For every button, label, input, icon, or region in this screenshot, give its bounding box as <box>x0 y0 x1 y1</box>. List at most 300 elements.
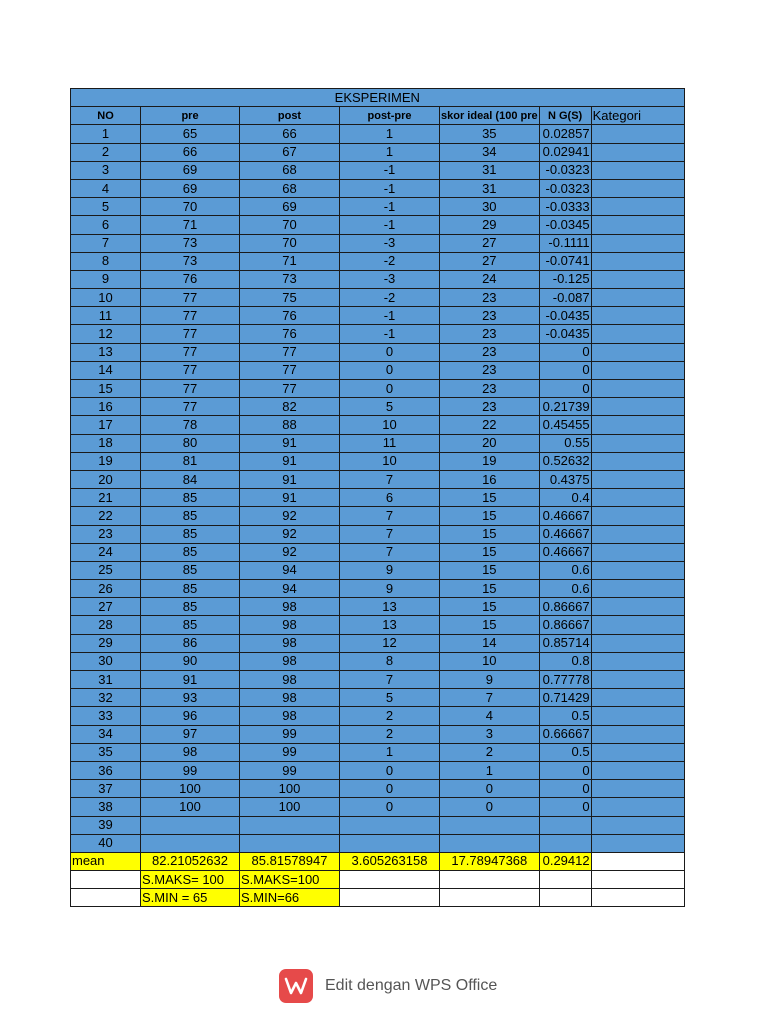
smaks-post: S.MAKS=100 <box>240 871 340 889</box>
cell-no: 27 <box>71 598 141 616</box>
cell-post: 91 <box>240 489 340 507</box>
cell-kategori <box>591 416 684 434</box>
cell-post-pre: 0 <box>340 780 440 798</box>
header-post-pre: post-pre <box>340 107 440 125</box>
cell-skor-ideal: 15 <box>440 525 540 543</box>
cell-pre: 77 <box>141 343 240 361</box>
table-row <box>71 707 685 725</box>
mean-row <box>71 852 685 870</box>
cell-post: 76 <box>240 325 340 343</box>
mean-label: mean <box>71 852 141 870</box>
cell-skor-ideal: 10 <box>440 652 540 670</box>
cell-post: 100 <box>240 798 340 816</box>
cell-no: 13 <box>71 343 141 361</box>
cell-post-pre: -1 <box>340 179 440 197</box>
header-pre: pre <box>141 107 240 125</box>
cell-ngs: -0.0323 <box>539 161 591 179</box>
cell-kategori <box>591 561 684 579</box>
cell-no: 12 <box>71 325 141 343</box>
cell-skor-ideal: 31 <box>440 161 540 179</box>
cell-ngs: -0.0345 <box>539 216 591 234</box>
cell-ngs: 0.46667 <box>539 525 591 543</box>
cell-post: 71 <box>240 252 340 270</box>
table-row <box>71 307 685 325</box>
title-row <box>71 89 685 107</box>
cell-kategori <box>591 634 684 652</box>
cell-no: 29 <box>71 634 141 652</box>
cell-kategori <box>591 452 684 470</box>
mean-pre: 82.21052632 <box>141 852 240 870</box>
table-row <box>71 161 685 179</box>
cell-skor-ideal: 9 <box>440 671 540 689</box>
cell-no: 25 <box>71 561 141 579</box>
cell-skor-ideal: 7 <box>440 689 540 707</box>
cell-post-pre: -1 <box>340 198 440 216</box>
mean-post-pre: 3.605263158 <box>340 852 440 870</box>
cell-kategori <box>591 598 684 616</box>
cell-kategori <box>591 580 684 598</box>
cell-pre: 77 <box>141 380 240 398</box>
cell-no: 26 <box>71 580 141 598</box>
cell-kategori <box>591 161 684 179</box>
cell-skor-ideal: 15 <box>440 507 540 525</box>
cell-skor-ideal: 1 <box>440 761 540 779</box>
cell-post-pre: 7 <box>340 525 440 543</box>
cell-post-pre: 9 <box>340 561 440 579</box>
cell-pre: 85 <box>141 561 240 579</box>
cell-pre <box>141 834 240 852</box>
cell-post-pre: -1 <box>340 325 440 343</box>
cell-post: 75 <box>240 289 340 307</box>
table-row <box>71 270 685 288</box>
cell-kategori <box>591 470 684 488</box>
cell-post-pre: -1 <box>340 216 440 234</box>
cell-pre: 85 <box>141 507 240 525</box>
cell-ngs: 0 <box>539 761 591 779</box>
cell-kategori <box>591 834 684 852</box>
cell-ngs: 0.4375 <box>539 470 591 488</box>
cell-post: 99 <box>240 725 340 743</box>
cell-post-pre: 11 <box>340 434 440 452</box>
cell-ngs: 0.86667 <box>539 598 591 616</box>
cell-post-pre: 5 <box>340 689 440 707</box>
cell-kategori <box>591 543 684 561</box>
cell-post: 92 <box>240 525 340 543</box>
cell-post <box>240 816 340 834</box>
cell-skor-ideal: 0 <box>440 780 540 798</box>
cell-ngs: 0.46667 <box>539 543 591 561</box>
cell-post-pre <box>340 816 440 834</box>
cell-no: 16 <box>71 398 141 416</box>
cell-post-pre: 5 <box>340 398 440 416</box>
cell-pre: 85 <box>141 489 240 507</box>
cell-post: 73 <box>240 270 340 288</box>
cell-ngs: 0 <box>539 361 591 379</box>
table-row <box>71 380 685 398</box>
table-row <box>71 125 685 143</box>
cell-skor-ideal: 0 <box>440 798 540 816</box>
cell-pre: 85 <box>141 525 240 543</box>
cell-skor-ideal: 15 <box>440 561 540 579</box>
cell-kategori <box>591 179 684 197</box>
cell-ngs: 0.55 <box>539 434 591 452</box>
cell-pre: 85 <box>141 543 240 561</box>
cell-pre: 77 <box>141 325 240 343</box>
cell-pre: 78 <box>141 416 240 434</box>
cell-no: 7 <box>71 234 141 252</box>
cell-ngs: -0.087 <box>539 289 591 307</box>
cell-ngs: -0.1111 <box>539 234 591 252</box>
cell-pre: 77 <box>141 361 240 379</box>
table-row <box>71 343 685 361</box>
cell-pre: 91 <box>141 671 240 689</box>
cell-no: 24 <box>71 543 141 561</box>
table-row <box>71 689 685 707</box>
smin-kategori <box>591 889 684 907</box>
cell-skor-ideal: 27 <box>440 252 540 270</box>
cell-pre: 77 <box>141 307 240 325</box>
cell-no: 30 <box>71 652 141 670</box>
cell-no: 37 <box>71 780 141 798</box>
cell-no: 15 <box>71 380 141 398</box>
cell-skor-ideal: 4 <box>440 707 540 725</box>
cell-kategori <box>591 198 684 216</box>
table-row <box>71 507 685 525</box>
cell-pre: 69 <box>141 179 240 197</box>
table-row <box>71 671 685 689</box>
smaks-pre: S.MAKS= 100 <box>141 871 240 889</box>
cell-post-pre: 0 <box>340 343 440 361</box>
cell-no: 14 <box>71 361 141 379</box>
smin-skor-ideal <box>440 889 540 907</box>
cell-kategori <box>591 652 684 670</box>
cell-skor-ideal <box>440 816 540 834</box>
cell-no: 31 <box>71 671 141 689</box>
cell-post-pre: 10 <box>340 452 440 470</box>
cell-no: 39 <box>71 816 141 834</box>
cell-post: 82 <box>240 398 340 416</box>
cell-skor-ideal: 23 <box>440 361 540 379</box>
cell-kategori <box>591 434 684 452</box>
cell-ngs: 0.46667 <box>539 507 591 525</box>
cell-kategori <box>591 689 684 707</box>
cell-kategori <box>591 361 684 379</box>
cell-ngs: 0.6 <box>539 561 591 579</box>
cell-post-pre: 9 <box>340 580 440 598</box>
cell-ngs: 0 <box>539 343 591 361</box>
cell-kategori <box>591 725 684 743</box>
cell-kategori <box>591 489 684 507</box>
cell-ngs: 0.02941 <box>539 143 591 161</box>
cell-post-pre: 10 <box>340 416 440 434</box>
cell-post <box>240 834 340 852</box>
cell-no: 33 <box>71 707 141 725</box>
table-row <box>71 780 685 798</box>
cell-skor-ideal: 31 <box>440 179 540 197</box>
cell-pre: 77 <box>141 398 240 416</box>
cell-pre: 85 <box>141 580 240 598</box>
table-row <box>71 470 685 488</box>
cell-pre: 90 <box>141 652 240 670</box>
table-row <box>71 616 685 634</box>
table-row <box>71 580 685 598</box>
cell-post: 98 <box>240 707 340 725</box>
cell-no: 34 <box>71 725 141 743</box>
cell-post: 91 <box>240 452 340 470</box>
cell-post: 98 <box>240 671 340 689</box>
smin-pre: S.MIN = 65 <box>141 889 240 907</box>
cell-post-pre: 8 <box>340 652 440 670</box>
cell-kategori <box>591 125 684 143</box>
smin-post-pre <box>340 889 440 907</box>
cell-no: 8 <box>71 252 141 270</box>
cell-no: 28 <box>71 616 141 634</box>
cell-skor-ideal: 20 <box>440 434 540 452</box>
cell-post-pre: 2 <box>340 725 440 743</box>
cell-skor-ideal: 3 <box>440 725 540 743</box>
cell-skor-ideal: 19 <box>440 452 540 470</box>
cell-ngs: -0.0323 <box>539 179 591 197</box>
table-row <box>71 434 685 452</box>
table-row <box>71 834 685 852</box>
cell-pre <box>141 816 240 834</box>
cell-post-pre: 13 <box>340 598 440 616</box>
cell-kategori <box>591 270 684 288</box>
smaks-post-pre <box>340 871 440 889</box>
cell-skor-ideal: 23 <box>440 398 540 416</box>
cell-no: 10 <box>71 289 141 307</box>
cell-skor-ideal: 16 <box>440 470 540 488</box>
cell-no: 23 <box>71 525 141 543</box>
cell-pre: 73 <box>141 234 240 252</box>
cell-post: 94 <box>240 561 340 579</box>
cell-ngs: -0.0435 <box>539 307 591 325</box>
table-row <box>71 761 685 779</box>
table-row <box>71 798 685 816</box>
cell-ngs: 0.5 <box>539 707 591 725</box>
cell-post: 68 <box>240 161 340 179</box>
cell-no: 19 <box>71 452 141 470</box>
cell-no: 18 <box>71 434 141 452</box>
header-skor-ideal: skor ideal (100 pre <box>440 107 540 125</box>
cell-pre: 86 <box>141 634 240 652</box>
cell-skor-ideal: 15 <box>440 598 540 616</box>
cell-no: 11 <box>71 307 141 325</box>
cell-kategori <box>591 761 684 779</box>
cell-skor-ideal: 29 <box>440 216 540 234</box>
cell-post-pre: 12 <box>340 634 440 652</box>
cell-post: 98 <box>240 634 340 652</box>
table-row <box>71 816 685 834</box>
header-row <box>71 107 685 125</box>
cell-post-pre: 1 <box>340 125 440 143</box>
table-row <box>71 543 685 561</box>
cell-pre: 77 <box>141 289 240 307</box>
table-row <box>71 743 685 761</box>
cell-no: 32 <box>71 689 141 707</box>
cell-kategori <box>591 707 684 725</box>
table-row <box>71 416 685 434</box>
cell-kategori <box>591 143 684 161</box>
cell-ngs: 0.6 <box>539 580 591 598</box>
smin-ngs <box>539 889 591 907</box>
cell-skor-ideal: 23 <box>440 380 540 398</box>
eksperimen-table <box>70 88 685 907</box>
cell-kategori <box>591 798 684 816</box>
cell-pre: 81 <box>141 452 240 470</box>
cell-post-pre: 0 <box>340 761 440 779</box>
cell-post-pre <box>340 834 440 852</box>
cell-pre: 71 <box>141 216 240 234</box>
wps-office-logo-icon <box>279 969 313 1003</box>
cell-skor-ideal: 23 <box>440 325 540 343</box>
table-row <box>71 634 685 652</box>
cell-pre: 99 <box>141 761 240 779</box>
cell-pre: 100 <box>141 798 240 816</box>
cell-post-pre: 1 <box>340 743 440 761</box>
cell-no: 4 <box>71 179 141 197</box>
cell-kategori <box>591 380 684 398</box>
cell-kategori <box>591 507 684 525</box>
cell-ngs: 0.45455 <box>539 416 591 434</box>
cell-post-pre: -2 <box>340 252 440 270</box>
cell-no: 9 <box>71 270 141 288</box>
cell-pre: 69 <box>141 161 240 179</box>
cell-ngs: 0.77778 <box>539 671 591 689</box>
cell-skor-ideal: 34 <box>440 143 540 161</box>
cell-post-pre: 7 <box>340 507 440 525</box>
table-row <box>71 652 685 670</box>
cell-post-pre: 0 <box>340 361 440 379</box>
cell-kategori <box>591 343 684 361</box>
cell-pre: 66 <box>141 143 240 161</box>
mean-ngs: 0.29412 <box>539 852 591 870</box>
wps-footer[interactable] <box>279 969 497 1003</box>
cell-no: 20 <box>71 470 141 488</box>
header-post: post <box>240 107 340 125</box>
cell-no: 35 <box>71 743 141 761</box>
smin-post: S.MIN=66 <box>240 889 340 907</box>
cell-ngs: -0.0741 <box>539 252 591 270</box>
cell-post-pre: 1 <box>340 143 440 161</box>
header-kategori: Kategori <box>591 107 684 125</box>
table-row <box>71 198 685 216</box>
cell-ngs: 0 <box>539 380 591 398</box>
cell-kategori <box>591 252 684 270</box>
cell-post-pre: -2 <box>340 289 440 307</box>
cell-ngs: 0.8 <box>539 652 591 670</box>
table-row <box>71 325 685 343</box>
cell-kategori <box>591 289 684 307</box>
cell-pre: 93 <box>141 689 240 707</box>
cell-no: 3 <box>71 161 141 179</box>
cell-ngs: 0.71429 <box>539 689 591 707</box>
table-row <box>71 216 685 234</box>
cell-ngs: 0.5 <box>539 743 591 761</box>
header-no: NO <box>71 107 141 125</box>
cell-ngs: 0.21739 <box>539 398 591 416</box>
cell-no: 38 <box>71 798 141 816</box>
cell-post: 68 <box>240 179 340 197</box>
cell-kategori <box>591 398 684 416</box>
cell-no: 22 <box>71 507 141 525</box>
cell-no: 40 <box>71 834 141 852</box>
cell-post: 76 <box>240 307 340 325</box>
cell-post: 66 <box>240 125 340 143</box>
cell-ngs: -0.0333 <box>539 198 591 216</box>
footer-text: Edit dengan WPS Office <box>325 977 498 994</box>
cell-skor-ideal: 15 <box>440 616 540 634</box>
cell-post-pre: 2 <box>340 707 440 725</box>
cell-skor-ideal: 22 <box>440 416 540 434</box>
cell-post-pre: -3 <box>340 270 440 288</box>
cell-skor-ideal: 15 <box>440 543 540 561</box>
cell-ngs <box>539 834 591 852</box>
cell-ngs: 0.66667 <box>539 725 591 743</box>
table-row <box>71 398 685 416</box>
cell-skor-ideal: 15 <box>440 580 540 598</box>
cell-post: 99 <box>240 743 340 761</box>
smaks-skor-ideal <box>440 871 540 889</box>
cell-pre: 80 <box>141 434 240 452</box>
cell-skor-ideal: 23 <box>440 289 540 307</box>
cell-no: 17 <box>71 416 141 434</box>
cell-no: 5 <box>71 198 141 216</box>
cell-post: 99 <box>240 761 340 779</box>
cell-ngs: 0.86667 <box>539 616 591 634</box>
table-row <box>71 143 685 161</box>
cell-kategori <box>591 780 684 798</box>
cell-post: 67 <box>240 143 340 161</box>
cell-ngs <box>539 816 591 834</box>
cell-post-pre: 7 <box>340 671 440 689</box>
cell-kategori <box>591 325 684 343</box>
cell-ngs: 0.52632 <box>539 452 591 470</box>
cell-post-pre: -1 <box>340 307 440 325</box>
cell-skor-ideal: 14 <box>440 634 540 652</box>
smin-no <box>71 889 141 907</box>
cell-post: 77 <box>240 380 340 398</box>
cell-pre: 65 <box>141 125 240 143</box>
cell-kategori <box>591 743 684 761</box>
cell-pre: 97 <box>141 725 240 743</box>
cell-post: 77 <box>240 361 340 379</box>
cell-post: 70 <box>240 234 340 252</box>
cell-post-pre: -3 <box>340 234 440 252</box>
mean-post: 85.81578947 <box>240 852 340 870</box>
cell-no: 1 <box>71 125 141 143</box>
cell-kategori <box>591 525 684 543</box>
cell-post-pre: 7 <box>340 470 440 488</box>
cell-post: 77 <box>240 343 340 361</box>
cell-skor-ideal: 23 <box>440 307 540 325</box>
table-row <box>71 561 685 579</box>
cell-post: 98 <box>240 616 340 634</box>
cell-no: 6 <box>71 216 141 234</box>
cell-skor-ideal: 23 <box>440 343 540 361</box>
cell-post: 69 <box>240 198 340 216</box>
table-row <box>71 252 685 270</box>
cell-no: 36 <box>71 761 141 779</box>
smaks-ngs <box>539 871 591 889</box>
cell-post: 100 <box>240 780 340 798</box>
table-row <box>71 525 685 543</box>
cell-post: 98 <box>240 598 340 616</box>
cell-post: 98 <box>240 689 340 707</box>
cell-kategori <box>591 671 684 689</box>
smin-row <box>71 889 685 907</box>
cell-post-pre: 0 <box>340 798 440 816</box>
